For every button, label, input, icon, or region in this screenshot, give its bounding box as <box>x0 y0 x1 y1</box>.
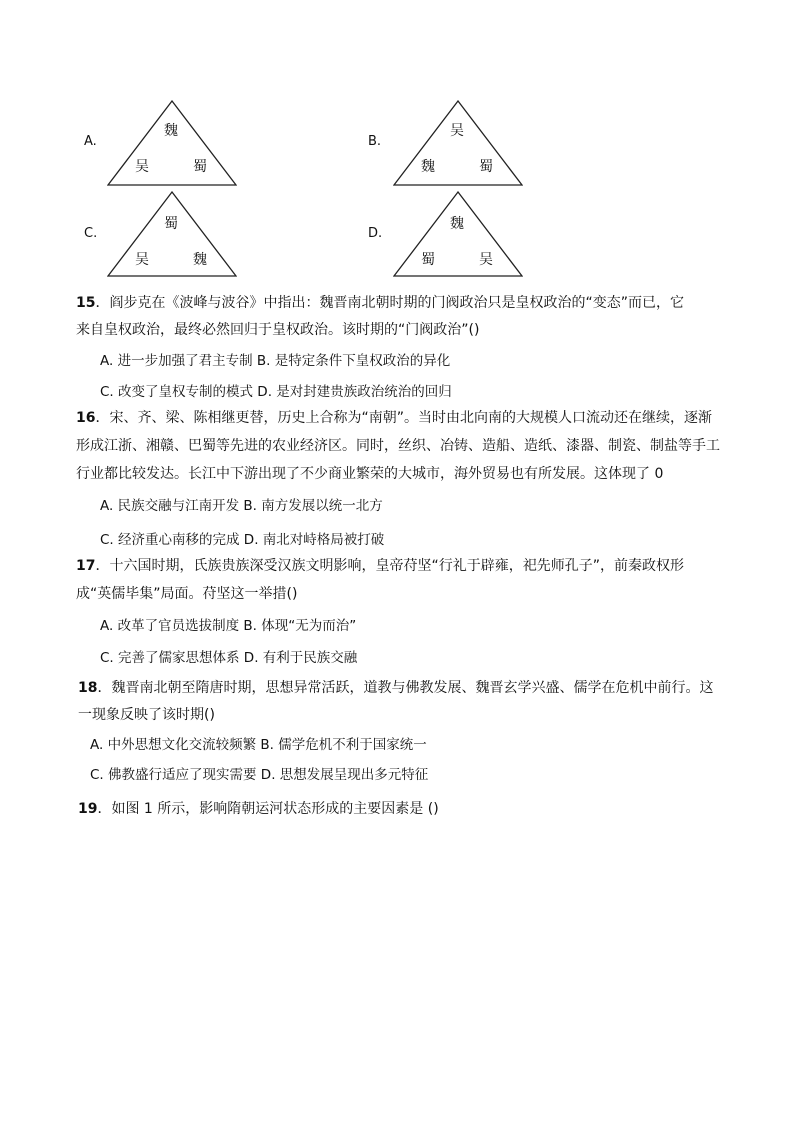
question-number: 16 <box>76 410 96 426</box>
triangle-top-label: 吴 <box>450 123 464 139</box>
option-letter-a: A. <box>84 134 97 149</box>
triangle-left-label: 吴 <box>135 252 149 268</box>
triangle-right-label: 魏 <box>193 252 207 268</box>
question-stem-line: 行业都比较发达。长江中下游出现了不少商业繁荣的大城市，海外贸易也有所发展。这体现了 0 <box>76 466 664 482</box>
triangle-top-label: 蜀 <box>164 216 178 232</box>
answer-options-row[interactable]: A. 进一步加强了君主专制 B. 是特定条件下皇权政治的异化 <box>100 353 451 369</box>
triangle-top-label: 魏 <box>164 123 178 139</box>
question-number: 19 <box>78 801 98 817</box>
question-stem-line: 15．阎步克在《波峰与波谷》中指出：魏晋南北朝时期的门阀政治只是皇权政治的“变态”而已，它 <box>76 295 684 311</box>
triangle-diagram-a <box>107 100 237 186</box>
question-stem-line: 成“英儒毕集”局面。苻坚这一举措() <box>76 586 298 602</box>
triangle-diagram-c <box>107 191 237 277</box>
answer-options-row[interactable]: A. 民族交融与江南开发 B. 南方发展以统一北方 <box>100 498 383 514</box>
option-letter-d: D. <box>368 226 383 241</box>
question-stem-line: 来自皇权政治，最终必然回归于皇权政治。该时期的“门阀政治”() <box>76 322 480 338</box>
question-stem-line: 16．宋、齐、梁、陈相继更替，历史上合称为“南朝”。当时由北向南的大规模人口流动还在继续，逐渐 <box>76 410 712 426</box>
triangle-right-label: 蜀 <box>479 159 493 175</box>
question-stem-line: 18．魏晋南北朝至隋唐时期，思想异常活跃，道教与佛教发展、魏晋玄学兴盛、儒学在危机中前行。这 <box>78 680 714 696</box>
triangle-diagram-b <box>393 100 523 186</box>
option-letter-b: B. <box>368 134 382 149</box>
triangle-top-label: 魏 <box>450 216 464 232</box>
answer-options-row[interactable]: C. 经济重心南移的完成 D. 南北对峙格局被打破 <box>100 532 385 548</box>
question-stem-line: 17．十六国时期，氏族贵族深受汉族文明影响，皇帝苻坚“行礼于辟雍，祀先师孔子”，前秦政权形 <box>76 558 684 574</box>
answer-options-row[interactable]: A. 中外思想文化交流较频繁 B. 儒学危机不利于国家统一 <box>90 737 427 753</box>
question-number: 18 <box>78 680 98 696</box>
question-number: 15 <box>76 295 96 311</box>
triangle-left-label: 魏 <box>421 159 435 175</box>
question-stem-line: 19．如图 1 所示，影响隋朝运河状态形成的主要因素是 () <box>78 801 439 817</box>
answer-options-row[interactable]: C. 佛教盛行适应了现实需要 D. 思想发展呈现出多元特征 <box>90 767 429 783</box>
triangle-right-label: 吴 <box>479 252 493 268</box>
triangle-diagram-d <box>393 191 523 277</box>
answer-options-row[interactable]: C. 完善了儒家思想体系 D. 有利于民族交融 <box>100 650 358 666</box>
answer-options-row[interactable]: A. 改革了官员选拔制度 B. 体现“无为而治” <box>100 618 357 634</box>
question-number: 17 <box>76 558 96 574</box>
question-stem-line: 形成江浙、湘赣、巴蜀等先进的农业经济区。同时，丝织、冶铸、造船、造纸、漆器、制瓷、制盐等手工 <box>76 438 720 454</box>
question-stem-line: 一现象反映了该时期() <box>78 707 215 723</box>
triangle-right-label: 蜀 <box>193 159 207 175</box>
option-letter-c: C. <box>84 226 98 241</box>
answer-options-row[interactable]: C. 改变了皇权专制的模式 D. 是对封建贵族政治统治的回归 <box>100 384 452 400</box>
triangle-left-label: 蜀 <box>421 252 435 268</box>
triangle-left-label: 吴 <box>135 159 149 175</box>
